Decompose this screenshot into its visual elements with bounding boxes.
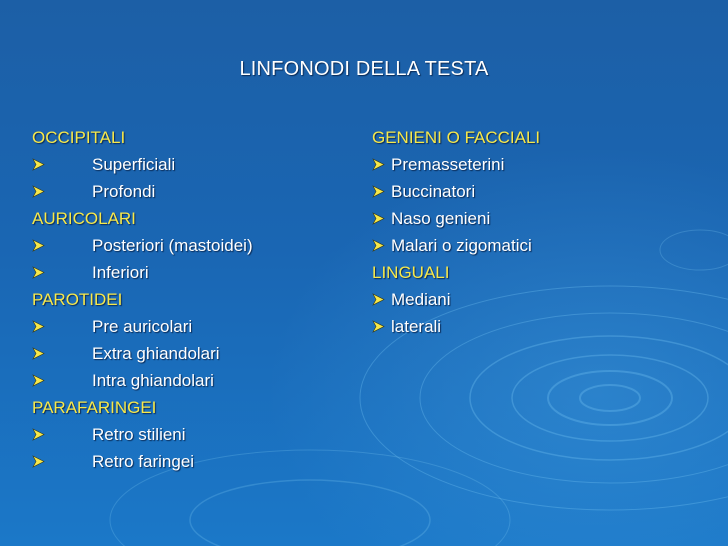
list-item-label: Retro faringei xyxy=(92,452,195,471)
arrowhead-bullet-icon xyxy=(372,158,385,171)
list-item-label: Malari o zigomatici xyxy=(391,236,532,255)
arrowhead-bullet-icon xyxy=(32,455,45,468)
list-item-label: Pre auricolari xyxy=(92,317,193,336)
arrowhead-bullet-icon xyxy=(32,347,45,360)
list-item-label: Intra ghiandolari xyxy=(92,371,214,390)
arrowhead-bullet-icon xyxy=(32,266,45,279)
heading-auricolari: AURICOLARI xyxy=(32,209,136,228)
list-item-label: Inferiori xyxy=(92,263,149,282)
list-item xyxy=(32,151,352,178)
list-item xyxy=(372,232,702,259)
right-column xyxy=(372,124,702,340)
arrowhead-bullet-icon xyxy=(32,428,45,441)
list-item xyxy=(32,259,352,286)
list-item-label: Posteriori (mastoidei) xyxy=(92,236,253,255)
list-item xyxy=(372,178,702,205)
list-item-label: Buccinatori xyxy=(391,182,476,201)
list-item-label: Naso genieni xyxy=(391,209,491,228)
arrowhead-bullet-icon xyxy=(32,320,45,333)
list-item-label: Mediani xyxy=(391,290,451,309)
list-item-label: laterali xyxy=(391,317,442,336)
list-item xyxy=(32,421,352,448)
list-item xyxy=(32,232,352,259)
list-item xyxy=(32,340,352,367)
list-item xyxy=(32,448,352,475)
arrowhead-bullet-icon xyxy=(372,185,385,198)
list-item xyxy=(32,367,352,394)
list-item-label: Superficiali xyxy=(92,155,176,174)
list-item-label: Retro stilieni xyxy=(92,425,186,444)
list-item xyxy=(372,313,702,340)
left-column xyxy=(32,124,352,475)
list-item xyxy=(372,205,702,232)
arrowhead-bullet-icon xyxy=(372,239,385,252)
list-item-label: Profondi xyxy=(92,182,156,201)
list-item xyxy=(32,313,352,340)
arrowhead-bullet-icon xyxy=(372,320,385,333)
arrowhead-bullet-icon xyxy=(32,185,45,198)
arrowhead-bullet-icon xyxy=(32,374,45,387)
heading-occipitali: OCCIPITALI xyxy=(32,128,126,147)
list-item-label: Extra ghiandolari xyxy=(92,344,220,363)
arrowhead-bullet-icon xyxy=(372,293,385,306)
arrowhead-bullet-icon xyxy=(32,239,45,252)
list-item-label: Premasseterini xyxy=(391,155,505,174)
list-item xyxy=(372,151,702,178)
arrowhead-bullet-icon xyxy=(372,212,385,225)
heading-parotidei: PAROTIDEI xyxy=(32,290,123,309)
heading-parafaringei: PARAFARINGEI xyxy=(32,398,157,417)
list-item xyxy=(372,286,702,313)
heading-linguali: LINGUALI xyxy=(372,263,450,282)
slide-title: LINFONODI DELLA TESTA xyxy=(239,58,489,80)
heading-genieni: GENIENI O FACCIALI xyxy=(372,128,541,147)
list-item xyxy=(32,178,352,205)
arrowhead-bullet-icon xyxy=(32,158,45,171)
